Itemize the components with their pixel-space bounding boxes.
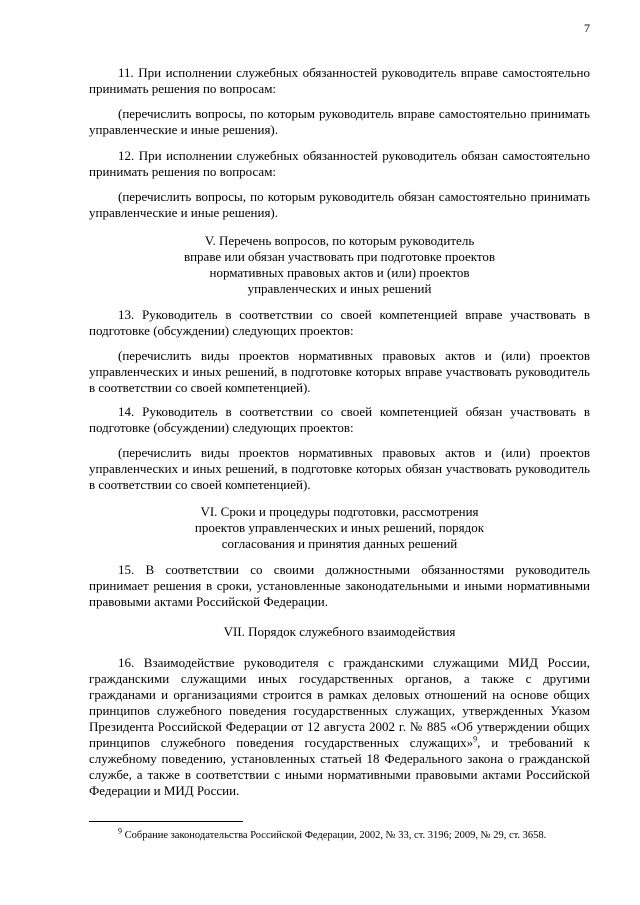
paragraph-14: 14. Руководитель в соответствии со своей компетенцией обязан участвовать в подготовке (обсуждении) следующих проектов: xyxy=(89,404,590,435)
paragraph-11: 11. При исполнении служебных обязанностей руководитель вправе самостоятельно принимать решения по вопросам: xyxy=(89,65,590,96)
paragraph-12: 12. При исполнении служебных обязанностей руководитель обязан самостоятельно принимать решения по вопросам: xyxy=(89,148,590,179)
paragraph-13-list: (перечислить виды проектов нормативных правовых актов и (или) проектов управленческих и иных решений, в подготовке которых вправе участвовать руководитель в соответствии со своей компетенцией). xyxy=(89,348,590,395)
section-vi-heading xyxy=(89,504,590,552)
footnote-reference[interactable]: 9 xyxy=(473,734,478,744)
section-v-heading-line: вправе или обязан участвовать при подготовке проектов xyxy=(183,249,496,264)
footnote-text: Собрание законодательства Российской Федерации, 2002, № 33, ст. 3196; 2009, № 29, ст. 3658. xyxy=(122,830,547,841)
section-vii-heading: VII. Порядок служебного взаимодействия xyxy=(223,624,456,639)
paragraph-11-list: (перечислить вопросы, по которым руководитель вправе самостоятельно принимать управленческие и иные решения). xyxy=(89,106,590,137)
section-v-heading xyxy=(89,233,590,297)
section-v-heading-line: управленческих и иных решений xyxy=(247,281,432,296)
paragraph-16-text: , и требований к служебному поведению, установленных статьей 18 Федерального закона о гражданской службе, а также в соответствии с иными нормативными правовыми актами Российской Федерации и МИД России. xyxy=(89,735,590,798)
footnote-marker: 9 xyxy=(118,826,122,836)
paragraph-12-list: (перечислить вопросы, по которым руководитель обязан самостоятельно принимать управленческие и иные решения). xyxy=(89,189,590,220)
page-number: 7 xyxy=(584,21,590,35)
paragraph-15: 15. В соответствии со своими должностными обязанностями руководитель принимает решения в сроки, установленные законодательными и иными нормативными правовыми актами Российской Федерации. xyxy=(89,562,590,609)
paragraph-16-text: 16. Взаимодействие руководителя с гражданскими служащими МИД России, гражданскими служащими иных государственных органов, а также с другими гражданами и организациями строится в рамках деловых отношений на основе общих принципов служебного поведения государственных служащих, утвержденных Указом Президента Российской Федерации от 12 августа 2002 г. № 885 «Об утверждении общих принципов служебного поведения государственных служащих» xyxy=(89,655,590,750)
section-v-heading-line: нормативных правовых актов и (или) проектов xyxy=(209,265,470,280)
footnote-divider xyxy=(89,821,243,822)
paragraph-13: 13. Руководитель в соответствии со своей компетенцией вправе участвовать в подготовке (обсуждении) следующих проектов: xyxy=(89,307,590,338)
footnote xyxy=(118,826,590,842)
section-vi-heading-line: VI. Сроки и процедуры подготовки, рассмотрения xyxy=(200,504,479,519)
section-vi-heading-line: согласования и принятия данных решений xyxy=(221,536,458,551)
paragraph-14-list: (перечислить виды проектов нормативных правовых актов и (или) проектов управленческих и иных решений, в подготовке которых обязан участвовать руководитель в соответствии со своей компетенцией). xyxy=(89,445,590,492)
section-vi-heading-line: проектов управленческих и иных решений, порядок xyxy=(194,520,485,535)
paragraph-16 xyxy=(89,655,590,799)
section-v-heading-line: V. Перечень вопросов, по которым руководитель xyxy=(204,233,475,248)
